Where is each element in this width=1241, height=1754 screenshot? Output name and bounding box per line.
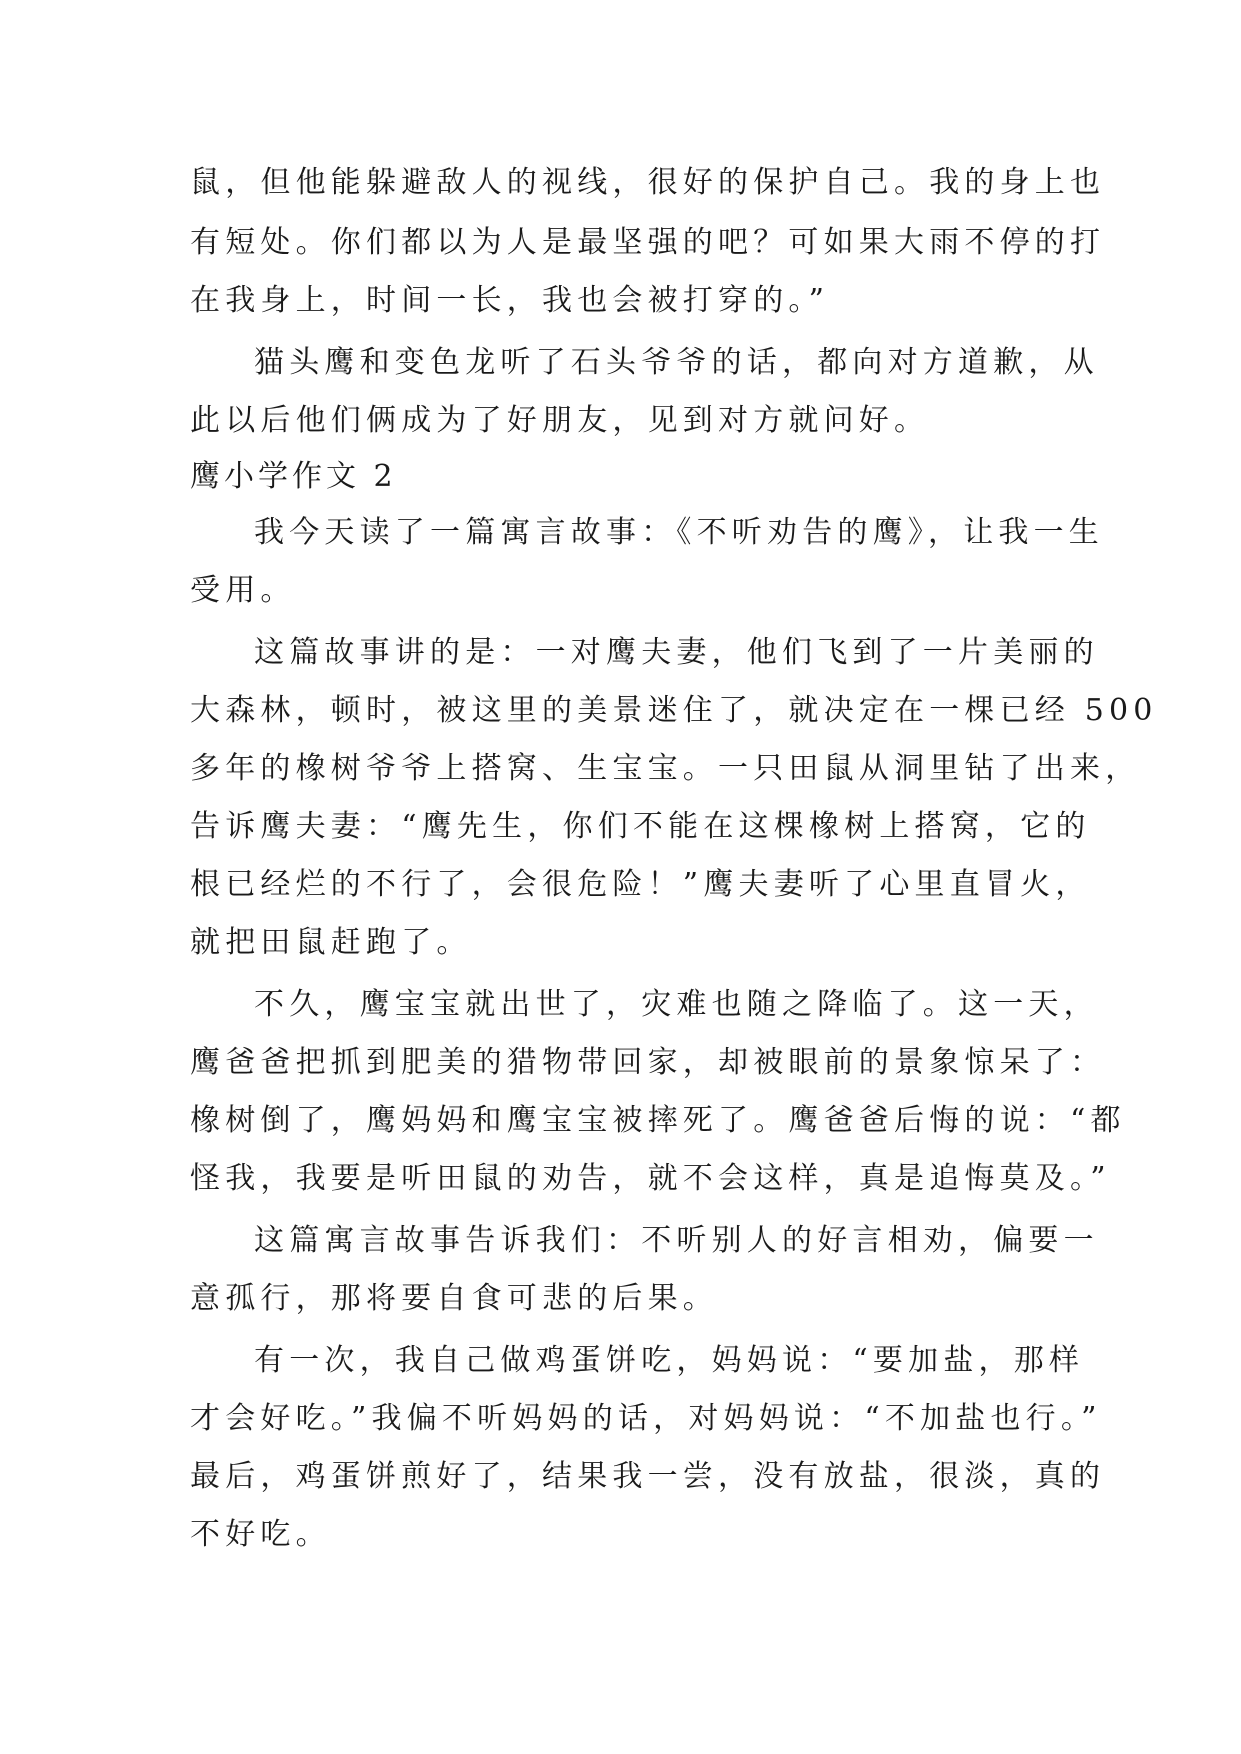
text-line: 意孤行，那将要自食可悲的后果。 — [190, 1281, 718, 1316]
text-line: 多年的橡树爷爷上搭窝、生宝宝。一只田鼠从洞里钻了出来， — [190, 751, 1141, 786]
paragraph-first-line: 不久，鹰宝宝就出世了，灾难也随之降临了。这一天， — [254, 987, 1099, 1022]
section-title: 鹰小学作文 2 — [190, 459, 397, 494]
paragraph-first-line: 猫头鹰和变色龙听了石头爷爷的话，都向对方道歉，从 — [254, 345, 1099, 380]
paragraph-first-line: 这篇寓言故事告诉我们：不听别人的好言相劝，偏要一 — [254, 1223, 1099, 1258]
paragraph-first-line: 我今天读了一篇寓言故事：《不听劝告的鹰》，让我一生 — [254, 515, 1104, 550]
text-line: 才会好吃。”我偏不听妈妈的话，对妈妈说：“不加盐也行。” — [190, 1401, 1102, 1436]
text-line: 鹰爸爸把抓到肥美的猎物带回家，却被眼前的景象惊呆了： — [190, 1045, 1106, 1080]
text-line: 不好吃。 — [190, 1517, 331, 1552]
text-line: 怪我，我要是听田鼠的劝告，就不会这样，真是追悔莫及。” — [190, 1161, 1111, 1196]
text-line: 根已经烂的不行了，会很危险！”鹰夫妻听了心里直冒火， — [190, 867, 1091, 902]
paragraph-first-line: 这篇故事讲的是：一对鹰夫妻，他们飞到了一片美丽的 — [254, 635, 1099, 670]
text-line: 大森林，顿时，被这里的美景迷住了，就决定在一棵已经 500 — [190, 693, 1158, 728]
text-line: 此以后他们俩成为了好朋友，见到对方就问好。 — [190, 403, 930, 438]
paragraph-first-line: 有一次，我自己做鸡蛋饼吃，妈妈说：“要加盐，那样 — [254, 1343, 1085, 1378]
text-line: 在我身上，时间一长，我也会被打穿的。” — [190, 283, 830, 318]
text-line: 有短处。你们都以为人是最坚强的吧？可如果大雨不停的打 — [190, 225, 1106, 260]
text-line: 最后，鸡蛋饼煎好了，结果我一尝，没有放盐，很淡，真的 — [190, 1459, 1106, 1494]
text-line: 告诉鹰夫妻：“鹰先生，你们不能在这棵橡树上搭窝，它的 — [190, 809, 1091, 844]
text-line: 鼠，但他能躲避敌人的视线，很好的保护自己。我的身上也 — [190, 165, 1106, 200]
text-line: 受用。 — [190, 573, 296, 608]
text-line: 橡树倒了，鹰妈妈和鹰宝宝被摔死了。鹰爸爸后悔的说：“都 — [190, 1103, 1126, 1138]
text-line: 就把田鼠赶跑了。 — [190, 925, 472, 960]
